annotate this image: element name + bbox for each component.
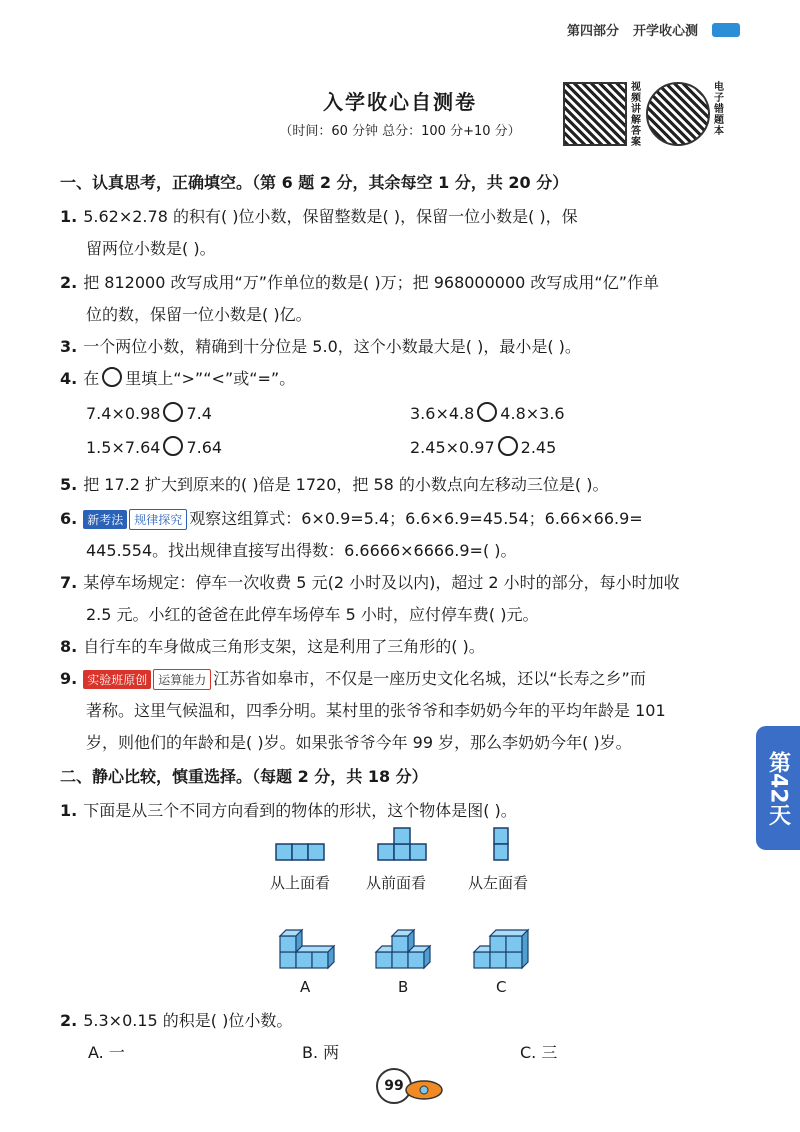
ability-badge: 运算能力 [153, 669, 211, 690]
q4-item-1: 7.4×0.98 7.4 [86, 404, 212, 423]
section1-heading: 一、认真思考，正确填空。（第 6 题 2 分，其余每空 1 分，共 20 分） [60, 173, 569, 192]
choice-c[interactable]: C. 三 [520, 1043, 558, 1062]
page-title: 入学收心自测卷 [323, 90, 477, 114]
q1-line1: 1. 5.62×2.78 的积有( )位小数，保留整数是( )，保留一位小数是( )，保 [60, 207, 578, 226]
front-view-label: 从前面看 [366, 874, 427, 892]
q9-line2: 著称。这里气候温和，四季分明。某村里的张爷爷和李奶奶今年的平均年龄是 101 [86, 701, 666, 720]
pattern-badge: 规律探究 [129, 509, 187, 530]
qr-wrong-label: 电子错题本 [714, 82, 724, 137]
top-view-label: 从上面看 [270, 874, 331, 892]
top-view-shape [276, 844, 324, 860]
option-a-solid [280, 930, 334, 968]
choice-b[interactable]: B. 两 [302, 1043, 340, 1062]
answer-circle[interactable] [163, 436, 183, 456]
q4-item-2: 3.6×4.8 4.8×3.6 [410, 404, 565, 423]
section2-heading: 二、静心比较，慎重选择。（每题 2 分，共 18 分） [60, 767, 428, 786]
front-view-shape [378, 828, 426, 860]
day-side-tab: 第42天 [756, 726, 800, 850]
q6-line1: 6. 新考法 规律探究 观察这组算式：6×0.9=5.4；6.6×6.9=45.54；6.66×66.9= [60, 509, 643, 528]
option-c-solid [474, 930, 528, 968]
answer-circle[interactable] [163, 402, 183, 422]
qr-video[interactable] [563, 82, 645, 148]
option-b-solid [376, 930, 430, 968]
page-number: 99 [376, 1068, 412, 1104]
q9-line1: 9. 实验班原创 运算能力 江苏省如皋市，不仅是一座历史文化名城，还以“长寿之乡”而 [60, 669, 646, 688]
header-section: 开学收心测 [632, 24, 698, 39]
qr-wrong-book[interactable] [646, 82, 728, 146]
left-view-shape [494, 828, 508, 860]
qr-code-icon [563, 82, 627, 146]
answer-circle[interactable] [498, 436, 518, 456]
q9-line3: 岁，则他们的年龄和是( )岁。如果张爷爷今年 99 岁，那么李奶奶今年( )岁。 [86, 733, 632, 752]
circle-icon [102, 367, 122, 387]
option-a-label[interactable]: A [300, 978, 311, 996]
q6-line2: 445.554。找出规律直接写出得数：6.6666×6666.9=( )。 [86, 541, 517, 560]
option-c-label[interactable]: C [496, 978, 507, 996]
q8: 8. 自行车的车身做成三角形支架，这是利用了三角形的( )。 [60, 637, 485, 656]
option-b-label[interactable]: B [398, 978, 409, 996]
left-view-label: 从左面看 [468, 874, 529, 892]
q2-line2: 位的数，保留一位小数是( )亿。 [86, 305, 312, 324]
header-logo-icon [712, 23, 740, 37]
q1-line2: 留两位小数是( )。 [86, 239, 216, 258]
choice-a[interactable]: A. 一 [88, 1043, 125, 1062]
page-subtitle: （时间：60 分钟 总分：100 分+10 分） [279, 124, 521, 139]
views-figure [270, 824, 570, 868]
answer-circle[interactable] [477, 402, 497, 422]
page-header [567, 20, 740, 39]
options-figure [270, 926, 540, 976]
s2-q1: 1. 下面是从三个不同方向看到的物体的形状，这个物体是图( )。 [60, 801, 517, 820]
q3: 3. 一个两位小数，精确到十分位是 5.0，这个小数最大是( )，最小是( )。 [60, 337, 581, 356]
qr-video-label: 视频讲解答案 [631, 82, 641, 148]
q4-item-3: 1.5×7.64 7.64 [86, 438, 223, 457]
submarine-icon [402, 1074, 444, 1102]
lab-class-badge: 实验班原创 [83, 670, 151, 689]
q5: 5. 把 17.2 扩大到原来的( )倍是 1720，把 58 的小数点向左移动三位是( )。 [60, 475, 609, 494]
s2-q2: 2. 5.3×0.15 的积是( )位小数。 [60, 1011, 293, 1030]
q4-item-4: 2.45×0.97 2.45 [410, 438, 557, 457]
q4-prompt: 4. 在 里填上“>”“<”或“=”。 [60, 369, 296, 388]
new-method-badge: 新考法 [83, 510, 127, 529]
qr-code-icon [646, 82, 710, 146]
header-part: 第四部分 [566, 24, 619, 39]
q2-line1: 2. 把 812000 改写成用“万”作单位的数是( )万；把 968000000 改写成用“亿”作单 [60, 273, 659, 292]
q7-line1: 7. 某停车场规定：停车一次收费 5 元(2 小时及以内)，超过 2 小时的部分，每小时加收 [60, 573, 680, 592]
q7-line2: 2.5 元。小红的爸爸在此停车场停车 5 小时，应付停车费( )元。 [86, 605, 539, 624]
